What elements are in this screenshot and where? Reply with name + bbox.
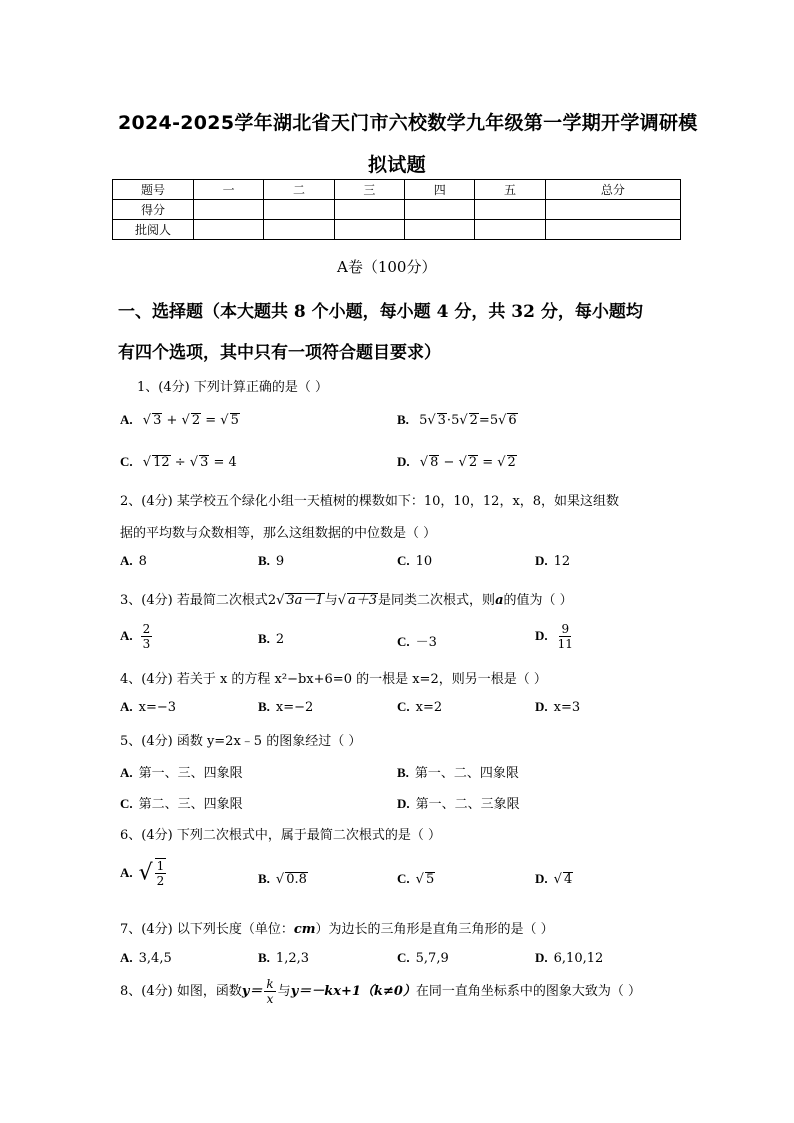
score-cell[interactable] [475, 200, 545, 220]
score-table-row [113, 200, 681, 220]
q6-option-d[interactable]: D. √ 4 [535, 871, 573, 887]
score-header-cell: 三 [334, 180, 404, 200]
radicand: 2 [469, 413, 478, 428]
option-label: A. [120, 553, 133, 568]
option-label: D. [397, 796, 410, 811]
option-label: D. [397, 454, 410, 469]
score-cell[interactable] [405, 220, 475, 240]
question-8-stem [120, 977, 641, 1006]
q1-option-c[interactable]: C. √ 12 ÷ √ 3 = 4 [120, 454, 237, 470]
stem-text: 在同一直角坐标系中的图象大致为（ ） [415, 984, 642, 999]
score-header-cell: 题号 [113, 180, 194, 200]
question-7-stem [120, 918, 554, 937]
denominator: 2 [156, 874, 165, 888]
radicand: 3 [153, 413, 162, 428]
section-heading-line-1: 一、选择题（本大题共 8 个小题，每小题 4 分，共 32 分，每小题均 [118, 302, 643, 322]
formula: y＝ [241, 984, 263, 999]
score-table-header-row [113, 180, 681, 200]
option-text: x=−3 [138, 700, 177, 715]
question-2-stem: 2、(4分) 某学校五个绿化小组一天植树的棵数如下：10，10，12，x，8，如果这组数 [120, 494, 620, 509]
numerator: 1 [156, 859, 165, 873]
score-header-cell: 五 [475, 180, 545, 200]
score-cell[interactable] [334, 220, 404, 240]
denominator: x [266, 992, 274, 1006]
option-label: B. [258, 699, 270, 714]
paper-label: A卷（100分） [337, 258, 437, 276]
option-label: C. [397, 553, 410, 568]
option-label: B. [258, 553, 270, 568]
numerator: 9 [561, 622, 570, 636]
score-cell[interactable] [545, 220, 680, 240]
stem-text: 与 [324, 593, 338, 608]
option-label: A. [120, 699, 133, 714]
score-row-label: 批阅人 [113, 220, 194, 240]
radicand: 2 [191, 413, 201, 428]
score-header-cell: 二 [264, 180, 334, 200]
coefficient: 5 [451, 413, 460, 428]
score-cell[interactable] [405, 200, 475, 220]
option-text: 2 [275, 632, 285, 647]
q7-option-b[interactable] [258, 950, 309, 966]
radicand: 3 [200, 455, 209, 470]
option-text: 第一、二、三象限 [415, 797, 520, 812]
option-label: D. [535, 699, 548, 714]
option-text: 10 [415, 554, 433, 569]
option-label: D. [535, 871, 548, 886]
option-text: 12 [553, 554, 571, 569]
numerator: k [266, 977, 274, 991]
score-header-cell: 四 [405, 180, 475, 200]
score-cell[interactable] [334, 200, 404, 220]
score-cell[interactable] [545, 200, 680, 220]
radicand: 12 [153, 455, 170, 470]
option-text: 8 [138, 554, 147, 569]
option-label: A. [120, 412, 133, 427]
q2-option-a[interactable] [120, 553, 147, 569]
radicand: 3a－1 [286, 593, 324, 608]
q3-option-c[interactable] [397, 631, 437, 650]
option-label: A. [120, 864, 133, 880]
option-label: D. [535, 628, 548, 643]
radicand: 8 [430, 455, 439, 470]
radicand: 0.8 [286, 872, 307, 887]
formula: y＝－kx+1（k≠0） [290, 984, 416, 999]
denominator: 11 [557, 637, 573, 651]
coefficient: 5 [489, 413, 499, 428]
option-label: C. [397, 871, 410, 886]
option-label: A. [120, 765, 133, 780]
score-cell[interactable] [475, 220, 545, 240]
option-text: 第一、三、四象限 [138, 766, 243, 781]
radicand: 4 [563, 872, 573, 887]
question-4-stem: 4、(4分) 若关于 x 的方程 x²−bx+6=0 的一根是 x=2，则另一根是（ ） [120, 672, 547, 687]
section-heading-line-2: 有四个选项，其中只有一项符合题目要求） [118, 343, 441, 363]
q5-option-c[interactable] [120, 793, 243, 812]
q2-option-c[interactable] [397, 553, 432, 569]
q6-option-a[interactable]: A. √ $\frac{1}{2}$ [120, 859, 165, 888]
q5-option-d[interactable] [397, 793, 520, 812]
q7-option-d[interactable] [535, 950, 603, 966]
q2-option-d[interactable] [535, 553, 570, 569]
option-label: B. [258, 871, 270, 886]
score-table [112, 179, 681, 240]
q7-option-c[interactable] [397, 950, 449, 966]
option-label: B. [397, 412, 409, 427]
option-text: 1,2,3 [275, 951, 309, 966]
q3-option-b[interactable] [258, 631, 284, 647]
option-text: x=2 [415, 700, 443, 715]
score-cell[interactable] [264, 200, 334, 220]
option-label: D. [535, 553, 548, 568]
question-5-stem: 5、(4分) 函数 y=2x﹣5 的图象经过（ ） [120, 734, 362, 749]
option-label: C. [397, 634, 410, 649]
option-label: C. [120, 796, 133, 811]
denominator: 3 [142, 637, 151, 651]
fraction [141, 622, 153, 651]
q6-option-c[interactable]: C. √ 5 [397, 871, 435, 887]
radicand: 3 [437, 413, 446, 428]
option-text: x=−2 [275, 700, 314, 715]
score-table-row [113, 220, 681, 240]
q5-option-a[interactable] [120, 762, 243, 781]
q4-option-c[interactable] [397, 699, 442, 715]
operator: + [166, 413, 178, 428]
variable: a [495, 593, 504, 608]
stem-text: 3、(4分) 若最简二次根式 [120, 593, 268, 608]
fraction [556, 622, 575, 651]
option-text: 第一、二、四象限 [414, 766, 519, 781]
radicand: 2 [468, 455, 478, 470]
option-text: 9 [275, 554, 285, 569]
numerator: 2 [142, 622, 151, 636]
score-header-cell: 一 [194, 180, 264, 200]
option-label: B. [258, 631, 270, 646]
option-label: C. [120, 454, 133, 469]
option-text: 6,10,12 [553, 951, 604, 966]
q4-option-a[interactable] [120, 699, 176, 715]
fraction [264, 977, 275, 1006]
result: 4 [228, 455, 237, 470]
score-header-cell: 总分 [545, 180, 680, 200]
title-line-1: 2024-2025学年湖北省天门市六校数学九年级第一学期开学调研模 [118, 112, 698, 134]
score-cell[interactable] [264, 220, 334, 240]
question-1-stem: 1、(4分) 下列计算正确的是（ ） [137, 380, 328, 395]
option-text: 3,4,5 [138, 951, 172, 966]
stem-text: ）为边长的三角形是直角三角形的是（ ） [315, 922, 554, 937]
q1-option-b[interactable]: B. 5√ 3·5√ 2=5√ 6 [397, 412, 517, 428]
score-cell[interactable] [194, 200, 264, 220]
operator: = [205, 413, 217, 428]
q3-option-d[interactable] [535, 622, 577, 651]
option-text: 第二、三、四象限 [138, 797, 243, 812]
stem-text: 是同类二次根式，则 [378, 593, 496, 608]
question-6-stem: 6、(4分) 下列二次根式中，属于最简二次根式的是（ ） [120, 828, 441, 843]
q3-option-a[interactable] [120, 622, 154, 651]
radicand: 6 [508, 413, 517, 428]
option-text: x=3 [553, 700, 581, 715]
q5-option-b[interactable] [397, 762, 519, 781]
q2-option-b[interactable] [258, 553, 284, 569]
stem-text: 的值为（ ） [503, 593, 573, 608]
stem-text: 8、(4分) 如图，函数 [120, 984, 242, 999]
q1-option-a[interactable]: A. √ 3 + √ 2 = √ 5 [120, 412, 239, 428]
q4-option-b[interactable] [258, 699, 313, 715]
stem-text: 7、(4分) 以下列长度（单位： [120, 922, 294, 937]
option-label: C. [397, 950, 410, 965]
question-2-stem-cont: 据的平均数与众数相等，那么这组数据的中位数是（ ） [120, 526, 437, 541]
q1-option-d[interactable]: D. √ 8 − √ 2 = √ 2 [397, 454, 516, 470]
radicand: 5 [425, 872, 435, 887]
score-row-label: 得分 [113, 200, 194, 220]
option-text: －3 [415, 635, 437, 650]
option-label: A. [120, 628, 133, 643]
radicand: 2 [507, 455, 516, 470]
radicand: a＋3 [348, 593, 378, 608]
title-line-2: 拟试题 [368, 154, 426, 176]
option-label: A. [120, 950, 133, 965]
option-label: B. [397, 765, 409, 780]
q6-option-b[interactable]: B. √ 0.8 [258, 871, 307, 887]
q4-option-d[interactable] [535, 699, 580, 715]
coefficient: 2 [267, 593, 277, 608]
q7-option-a[interactable] [120, 950, 172, 966]
option-text: 5,7,9 [415, 951, 449, 966]
option-label: C. [397, 699, 410, 714]
fraction [155, 858, 167, 888]
question-3-stem: 3、(4分) 若最简二次根式2√ 3a－1与√ a＋3是同类二次根式，则a的值为（ ） [120, 593, 573, 608]
coefficient: 5 [419, 413, 428, 428]
option-label: B. [258, 950, 270, 965]
unit: cm [293, 922, 316, 937]
stem-text: 与 [277, 984, 291, 999]
radicand: 5 [230, 413, 239, 428]
option-label: D. [535, 950, 548, 965]
score-cell[interactable] [194, 220, 264, 240]
